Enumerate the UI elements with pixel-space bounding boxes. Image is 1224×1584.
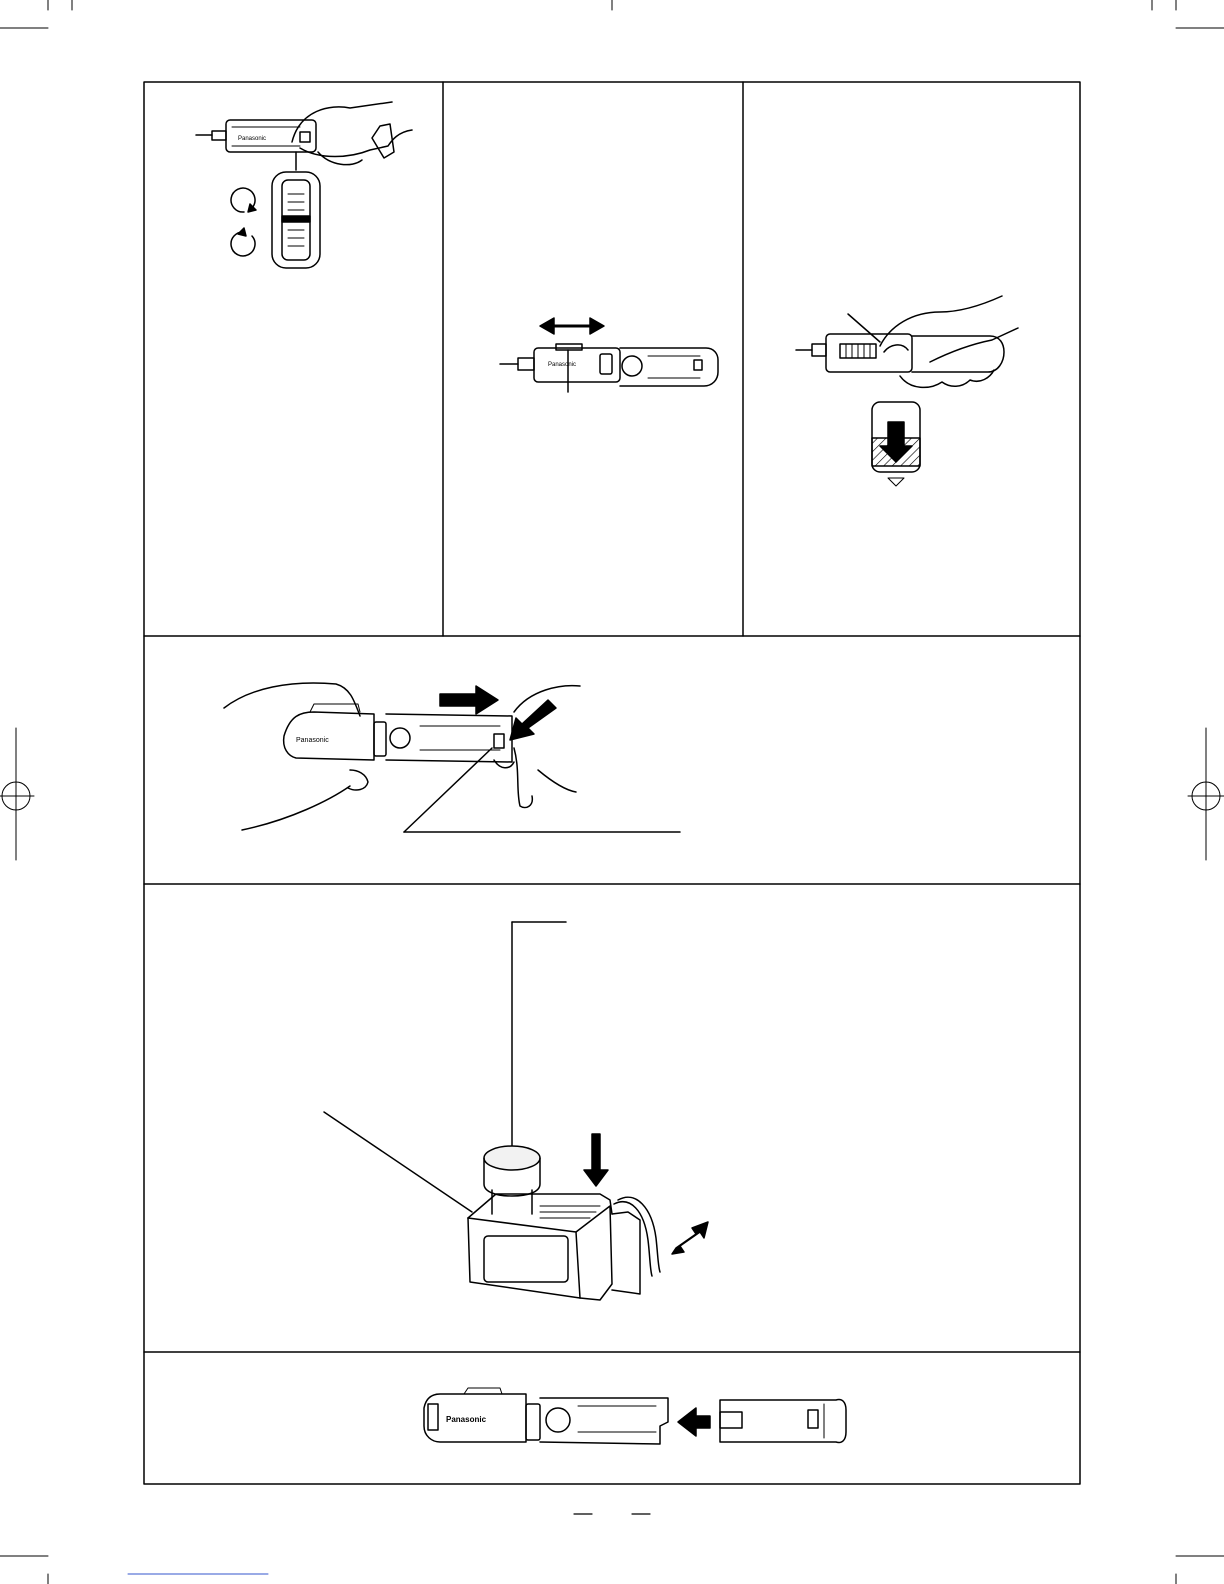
registration-mark-right [1188,728,1224,860]
clockwise-arrow-icon [231,188,256,212]
hand-icon [880,296,1018,387]
double-arrow-icon [540,318,604,334]
driver-icon [500,344,718,386]
leader-line [848,314,880,342]
panel-charging [324,922,708,1300]
hand-icon [224,683,580,830]
direction-switch-icon [272,172,320,268]
press-arrow-icon [510,700,556,740]
driver-icon [424,1388,668,1444]
counterclockwise-arrow-icon [231,228,255,256]
panel-battery-insert [424,1388,846,1444]
down-arrow-icon [584,1134,608,1186]
panel-slide-switch [500,318,718,392]
svg-text:Panasonic: Panasonic [238,136,267,142]
panel-lock-switch [796,296,1018,486]
svg-text:Panasonic: Panasonic [296,737,329,744]
battery-icon [484,1146,540,1214]
charger-icon [468,1194,660,1300]
driver-icon [196,120,316,152]
battery-icon [720,1399,846,1442]
right-arrow-icon [440,686,498,714]
svg-text:Panasonic: Panasonic [548,362,577,368]
plug-arrow-icon [672,1222,708,1254]
left-arrow-icon [678,1408,710,1436]
panel-battery-release [224,683,680,832]
registration-mark-left [0,728,34,860]
driver-icon [796,334,1004,372]
lock-indicator-icon [872,402,920,486]
svg-text:Panasonic: Panasonic [446,1415,487,1424]
panel-rotation-direction [196,102,412,268]
leader-line [324,922,566,1212]
